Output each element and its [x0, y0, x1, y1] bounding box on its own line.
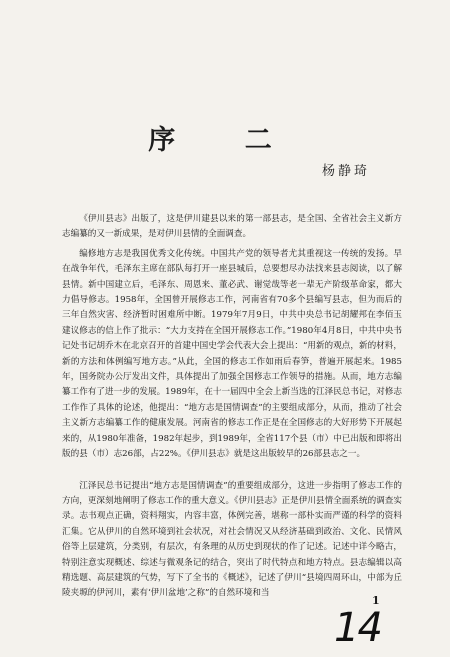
page-title: 序 二: [148, 125, 302, 156]
paragraph-3: 江泽民总书记提出“地方志是国情调查”的重要组成部分，这进一步指明了修志工作的方向，更深刻地阐明了修志工作的重大意义。《伊川县志》正是伊川县情全面系统的调查实录。志书观点正确，资料翔实，内容丰富，体例完善，堪称一部朴实而严谨的科学的资料汇集。它从伊川的自然环境到社会状况，对社会情况又从经济基础到政治、文化、民情风俗等上层建筑，分类别，有层次，有条理的从历史到现状的作了记述。记述中详今略古，特别注意实现概述、综述与微观条记的结合，突出了时代特点和地方特点。县志编辑以高精选题、高层建筑的气势，写下了全书的《概述》，记述了伊川“县境四周环山，中部为丘陵夹塬的伊河川，素有‘伊川盆地’之称”的自然环境和当: [62, 480, 402, 599]
paragraph-2: 编修地方志是我国优秀文化传统。中国共产党的领导者尤其重视这一传统的发扬。早在战争年代，毛泽东主席在部队每打开一座县城后，总要想尽办法找来县志阅读，以了解县情。新中国建立后，毛泽东、周恩来、董必武、谢觉哉等老一辈无产阶级革命家，都大力倡导修志。1958年，全国曾开展修志工作，河南省有70多个县编写县志，但为而后的三年自然灾害、经济暂时困难所中断。1979年7月9日，中共中央总书记胡耀邦在李佰玉建议修志的信上作了批示：“大力支持在全国开展修志工作。”1980年4月8日，中共中央书记处书记胡乔木在北京召开的首建中国史学会代表大会上提出：“用新的观点，新的材料，新的方法和体例编写地方志。”从此，全国的修志工作如雨后春笋，普遍开展起来。1985年，国务院办公厅发出文件，具体提出了加强全国修志工作领导的措施。从而，地方志编纂工作有了进一步的发展。1989年，在十一届四中全会上新当选的江泽民总书记，对修志工作作了具体的论述，他提出：“地方志是国情调查”的主要组成部分，从而，推动了社会主义新方志编纂工作的健康发展。河南省的修志工作正是在全国修志的大好形势下开展起来的，从1980年准备，1982年起步，到1989年，全省117个县（市）中已出版和即将出版的县（市）志26部，占22%。《伊川县志》就是这出版较早的26部县志之一。: [62, 248, 402, 460]
page-mark: 1: [372, 594, 380, 607]
handwritten-page-number: 14: [334, 605, 381, 651]
body-text: [62, 212, 402, 606]
author-name: 杨静琦: [321, 164, 370, 179]
paragraph-1: 《伊川县志》出版了，这是伊川建县以来的第一部县志，是全国、全省社会主义新方志编纂的又一新成果，是对伊川县情的全面调查。: [62, 214, 402, 240]
